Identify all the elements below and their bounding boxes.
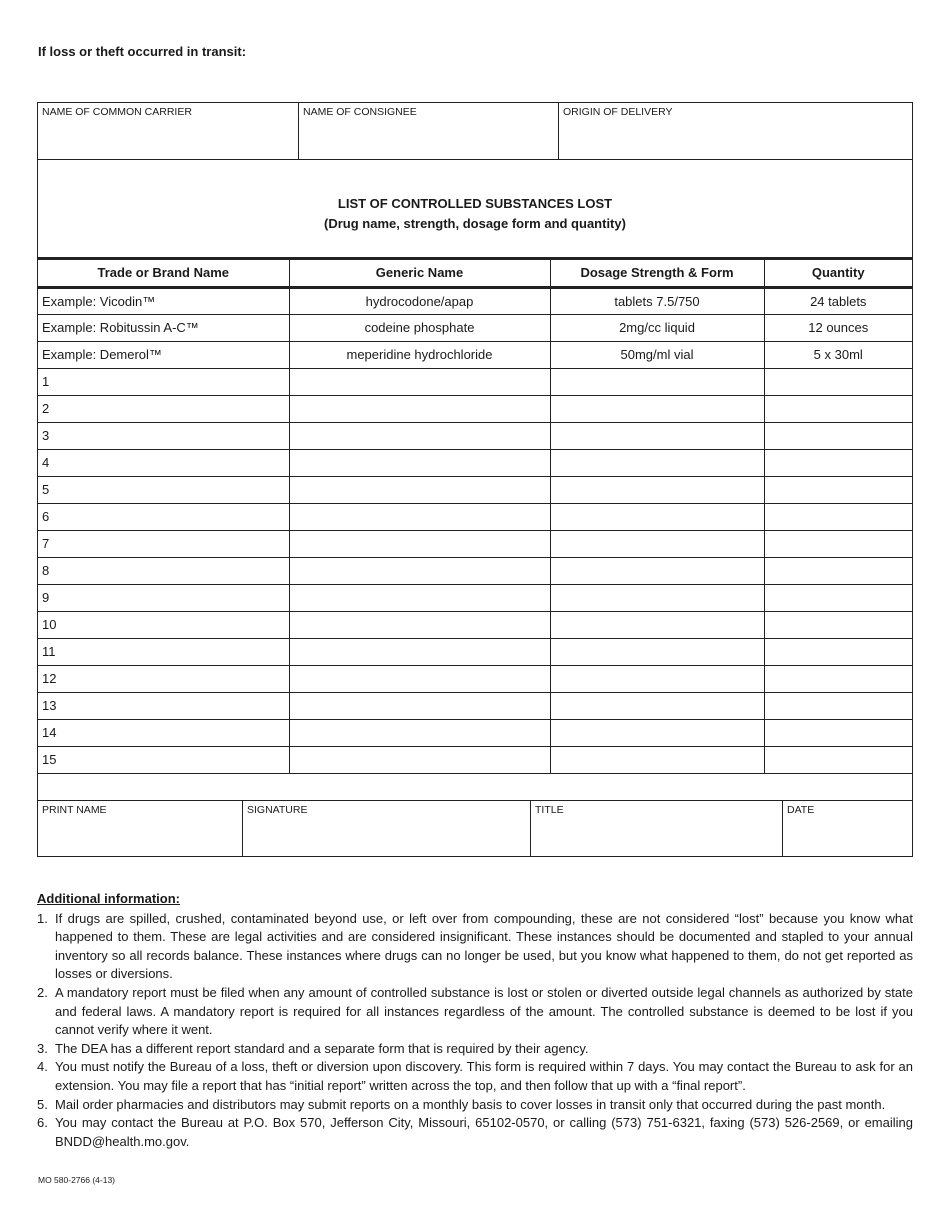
substances-table <box>38 260 912 774</box>
table-cell: Example: Robitussin A-C™ <box>38 314 289 341</box>
consignee-label: NAME OF CONSIGNEE <box>303 106 417 118</box>
print-name-label: PRINT NAME <box>42 803 107 816</box>
common-carrier-label: NAME OF COMMON CARRIER <box>42 106 192 118</box>
entry-cell[interactable] <box>764 449 912 476</box>
list-title-line1: LIST OF CONTROLLED SUBSTANCES LOST <box>337 196 613 211</box>
table-cell: 2mg/cc liquid <box>550 314 764 341</box>
row-number-cell[interactable]: 10 <box>38 611 289 638</box>
loss-form <box>37 102 913 857</box>
row-number-cell[interactable]: 14 <box>38 719 289 746</box>
table-header-row <box>38 260 912 287</box>
table-row <box>38 665 912 692</box>
row-number-cell[interactable]: 2 <box>38 395 289 422</box>
table-cell: 12 ounces <box>764 314 912 341</box>
info-item-text: A mandatory report must be filed when any amount of controlled substance is lost or stolen or diverted outside legal channels as authorized by state and federal laws. A mandatory report is required for all instances regardless of the amount. The controlled substance is deemed to be lost if you cannot verify where it went. <box>55 984 913 1038</box>
signature-row <box>38 801 912 856</box>
section-heading: If loss or theft occurred in transit: <box>38 44 247 59</box>
row-number-cell[interactable]: 15 <box>38 746 289 773</box>
date-label: DATE <box>787 803 815 816</box>
consignee-field[interactable] <box>299 103 559 159</box>
column-header: Quantity <box>764 260 912 287</box>
row-number-cell[interactable]: 12 <box>38 665 289 692</box>
entry-cell[interactable] <box>289 611 550 638</box>
example-row <box>38 314 912 341</box>
table-cell: 24 tablets <box>764 287 912 314</box>
row-number-cell[interactable]: 13 <box>38 692 289 719</box>
entry-cell[interactable] <box>289 746 550 773</box>
entry-cell[interactable] <box>289 476 550 503</box>
entry-cell[interactable] <box>550 557 764 584</box>
info-item-number: 3. <box>37 1040 48 1056</box>
table-row <box>38 368 912 395</box>
entry-cell[interactable] <box>550 530 764 557</box>
entry-cell[interactable] <box>550 719 764 746</box>
table-row <box>38 476 912 503</box>
form-number: MO 580-2766 (4-13) <box>38 1175 116 1185</box>
entry-cell[interactable] <box>550 449 764 476</box>
table-row <box>38 611 912 638</box>
info-item <box>37 1114 913 1151</box>
title-field[interactable] <box>531 801 783 856</box>
additional-information <box>37 890 913 1151</box>
entry-cell[interactable] <box>550 746 764 773</box>
title-label: TITLE <box>535 803 564 816</box>
row-number-cell[interactable]: 9 <box>38 584 289 611</box>
entry-cell[interactable] <box>289 719 550 746</box>
origin-field[interactable] <box>559 103 912 159</box>
entry-cell[interactable] <box>550 665 764 692</box>
signature-field[interactable] <box>243 801 531 856</box>
table-cell: meperidine hydrochloride <box>289 341 550 368</box>
print-name-field[interactable] <box>38 801 243 856</box>
column-header: Dosage Strength & Form <box>550 260 764 287</box>
table-row <box>38 746 912 773</box>
column-header: Trade or Brand Name <box>38 260 289 287</box>
entry-cell[interactable] <box>764 719 912 746</box>
table-row <box>38 503 912 530</box>
example-row <box>38 341 912 368</box>
entry-cell[interactable] <box>289 368 550 395</box>
table-row <box>38 557 912 584</box>
table-row <box>38 719 912 746</box>
common-carrier-field[interactable] <box>38 103 299 159</box>
entry-cell[interactable] <box>764 746 912 773</box>
table-cell: 5 x 30ml <box>764 341 912 368</box>
entry-cell[interactable] <box>289 665 550 692</box>
entry-cell[interactable] <box>764 638 912 665</box>
table-cell: Example: Demerol™ <box>38 341 289 368</box>
row-number-cell[interactable]: 8 <box>38 557 289 584</box>
entry-cell[interactable] <box>764 530 912 557</box>
entry-cell[interactable] <box>289 692 550 719</box>
column-header: Generic Name <box>289 260 550 287</box>
entry-cell[interactable] <box>289 530 550 557</box>
additional-info-list <box>37 910 913 1152</box>
signature-label: SIGNATURE <box>247 803 308 816</box>
info-item <box>37 1058 913 1095</box>
entry-cell[interactable] <box>289 395 550 422</box>
entry-cell[interactable] <box>764 476 912 503</box>
entry-cell[interactable] <box>550 476 764 503</box>
row-number-cell[interactable]: 1 <box>38 368 289 395</box>
entry-cell[interactable] <box>289 638 550 665</box>
entry-cell[interactable] <box>289 557 550 584</box>
entry-cell[interactable] <box>764 368 912 395</box>
table-row <box>38 395 912 422</box>
row-number-cell[interactable]: 4 <box>38 449 289 476</box>
table-row <box>38 692 912 719</box>
entry-cell[interactable] <box>764 557 912 584</box>
info-item-number: 2. <box>37 984 48 1000</box>
entry-cell[interactable] <box>764 422 912 449</box>
info-item-text: If drugs are spilled, crushed, contaminated beyond use, or left over from compounding, these are not considered “lost” because you know what happened to them. These are legal activities and are considered insignificant. These instances should be documented and stapled to your annual inventory so all records balance. These instances where drugs can no longer be used, but you know what happened to them, do not get reported as losses or diversions. <box>55 910 913 982</box>
info-item-text: The DEA has a different report standard and a separate form that is required by their agency. <box>55 1040 589 1056</box>
info-item-number: 6. <box>37 1115 48 1131</box>
table-cell: 50mg/ml vial <box>550 341 764 368</box>
row-number-cell[interactable]: 6 <box>38 503 289 530</box>
info-item <box>37 910 913 984</box>
carrier-row <box>38 103 912 160</box>
entry-cell[interactable] <box>289 503 550 530</box>
entry-cell[interactable] <box>764 503 912 530</box>
list-title <box>38 160 912 260</box>
info-item-number: 5. <box>37 1096 48 1112</box>
entry-cell[interactable] <box>764 395 912 422</box>
entry-cell[interactable] <box>550 503 764 530</box>
row-number-cell[interactable]: 11 <box>38 638 289 665</box>
row-number-cell[interactable]: 5 <box>38 476 289 503</box>
info-item-text: You must notify the Bureau of a loss, theft or diversion upon discovery. This form is required within 7 days. You may contact the Bureau to ask for an extension. You may file a report that has “initial report” written across the top, and then follow that up with a “final report”. <box>55 1059 913 1093</box>
additional-info-title: Additional information: <box>37 891 180 906</box>
entry-cell[interactable] <box>764 665 912 692</box>
entry-cell[interactable] <box>550 395 764 422</box>
entry-cell[interactable] <box>764 584 912 611</box>
table-row <box>38 530 912 557</box>
info-item-number: 4. <box>37 1059 48 1075</box>
blank-row <box>38 774 912 801</box>
entry-cell[interactable] <box>550 368 764 395</box>
table-cell: tablets 7.5/750 <box>550 287 764 314</box>
table-cell: codeine phosphate <box>289 314 550 341</box>
info-item <box>37 984 913 1040</box>
info-item <box>37 1040 913 1059</box>
table-body <box>38 287 912 773</box>
entry-cell[interactable] <box>550 422 764 449</box>
entry-cell[interactable] <box>550 611 764 638</box>
table-row <box>38 422 912 449</box>
list-title-line2: (Drug name, strength, dosage form and quantity) <box>324 216 626 231</box>
entry-cell[interactable] <box>289 584 550 611</box>
table-row <box>38 638 912 665</box>
entry-cell[interactable] <box>764 611 912 638</box>
entry-cell[interactable] <box>764 692 912 719</box>
info-item <box>37 1096 913 1115</box>
example-row <box>38 287 912 314</box>
entry-cell[interactable] <box>289 449 550 476</box>
info-item-number: 1. <box>37 910 48 926</box>
info-item-text: You may contact the Bureau at P.O. Box 570, Jefferson City, Missouri, 65102-0570, or calling (573) 751-6321, faxing (573) 526-2569, or emailing BNDD@health.mo.gov. <box>55 1115 913 1149</box>
entry-cell[interactable] <box>550 638 764 665</box>
date-field[interactable] <box>783 801 912 856</box>
table-row <box>38 584 912 611</box>
table-row <box>38 449 912 476</box>
origin-label: ORIGIN OF DELIVERY <box>563 106 673 118</box>
info-item-text: Mail order pharmacies and distributors may submit reports on a monthly basis to cover losses in transit only that occurred during the past month. <box>55 1096 886 1112</box>
entry-cell[interactable] <box>550 692 764 719</box>
table-cell: hydrocodone/apap <box>289 287 550 314</box>
row-number-cell[interactable]: 7 <box>38 530 289 557</box>
row-number-cell[interactable]: 3 <box>38 422 289 449</box>
entry-cell[interactable] <box>550 584 764 611</box>
entry-cell[interactable] <box>289 422 550 449</box>
table-cell: Example: Vicodin™ <box>38 287 289 314</box>
